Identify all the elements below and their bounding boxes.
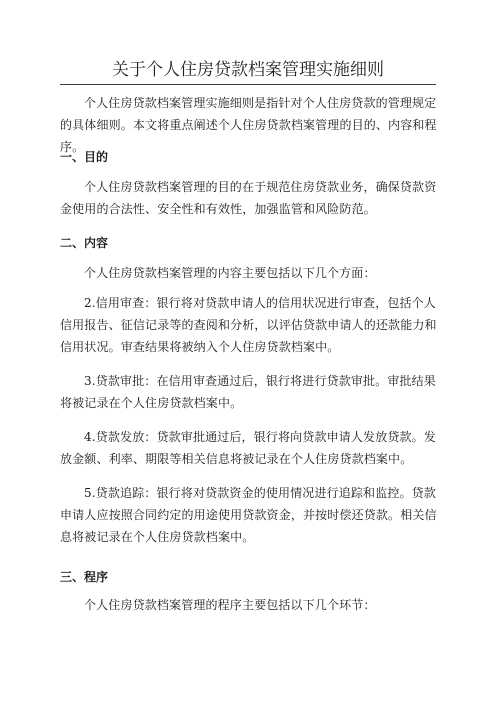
section-heading-procedure: 三、程序	[60, 570, 109, 584]
title-underline	[60, 84, 436, 85]
content-item-loan-approval: 3.贷款审批：在信用审查通过后，银行将进行贷款审批。审批结果将被记录在个人住房贷款档案中。	[60, 374, 436, 410]
content-item-loan-tracking: 5.贷款追踪：银行将对贷款资金的使用情况进行追踪和监控。贷款申请人应按照合同约定的用途使用贷款资金，并按时偿还贷款。相关信息将被记录在个人住房贷款档案中。	[60, 486, 437, 544]
content-item-loan-disbursement: 4.贷款发放：贷款审批通过后，银行将向贷款申请人发放贷款。发放金额、利率、期限等相关信息将被记录在个人住房贷款档案中。	[60, 430, 436, 466]
purpose-paragraph: 个人住房贷款档案管理的目的在于规范住房贷款业务，确保贷款资金使用的合法性、安全性和有效性，加强监管和风险防范。	[60, 180, 437, 216]
content-intro-paragraph: 个人住房贷款档案管理的内容主要包括以下几个方面：	[84, 266, 376, 280]
procedure-intro-paragraph: 个人住房贷款档案管理的程序主要包括以下几个环节：	[84, 598, 376, 612]
intro-paragraph: 个人住房贷款档案管理实施细则是指针对个人住房贷款的管理规定的具体细则。本文将重点阐述个人住房贷款档案管理的目的、内容和程序。	[60, 96, 437, 154]
content-item-credit-review: 2.信用审查：银行将对贷款申请人的信用状况进行审查，包括个人信用报告、征信记录等的查阅和分析，以评估贷款申请人的还款能力和信用状况。审查结果将被纳入个人住房贷款档案中。	[60, 296, 437, 354]
section-heading-purpose: 一、目的	[60, 150, 109, 164]
section-heading-content: 二、内容	[60, 236, 109, 250]
document-title: 关于个人住房贷款档案管理实施细则	[112, 60, 384, 80]
